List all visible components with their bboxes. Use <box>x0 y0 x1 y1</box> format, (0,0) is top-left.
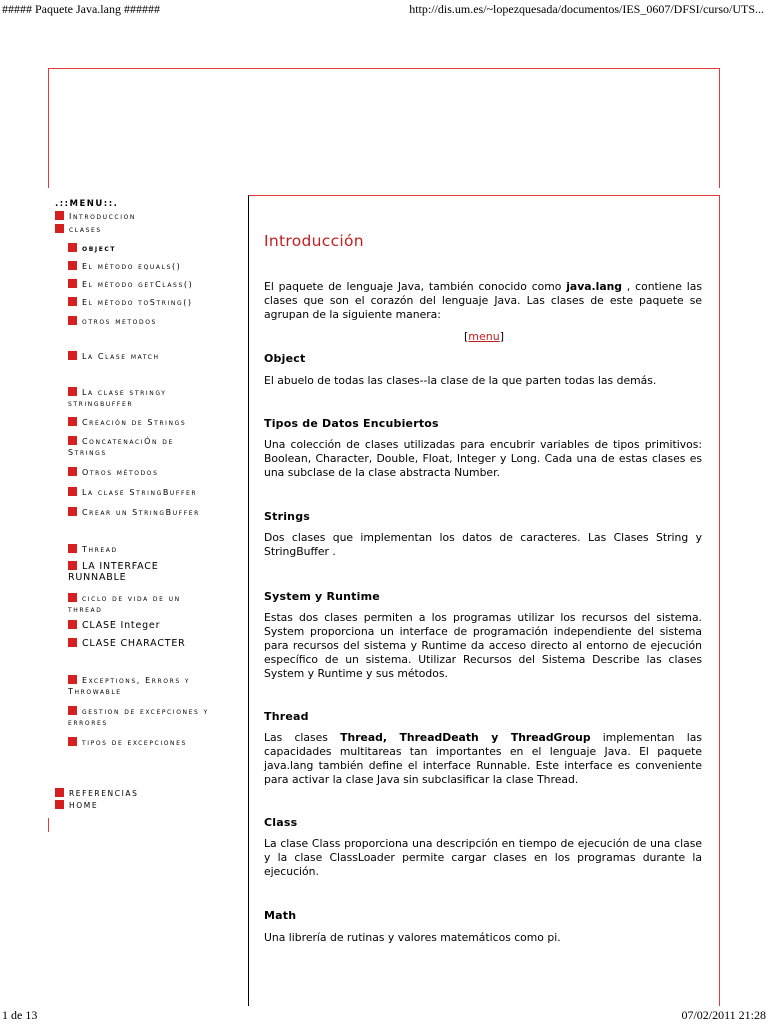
main-content <box>248 195 720 1006</box>
bullet-square-icon <box>68 436 77 445</box>
section-heading-thread: Thread <box>264 710 309 723</box>
bullet-square-icon <box>68 297 77 306</box>
menu-item-label: La clase stringy stringbuffer <box>68 388 167 408</box>
menu-item-getclass[interactable] <box>68 279 193 290</box>
bullet-square-icon <box>68 561 77 570</box>
print-header <box>0 2 768 18</box>
section-text-strings: Dos clases que implementan los datos de caracteres. Las Clases String y StringBuffer . <box>264 531 702 558</box>
bullet-square-icon <box>68 279 77 288</box>
bullet-square-icon <box>68 387 77 396</box>
menu-item-label: Otros métodos <box>82 468 159 477</box>
menu-item-ciclo-vida-thread[interactable] <box>68 593 218 615</box>
print-title: ##### Paquete Java.lang ###### <box>2 2 160 16</box>
section-heading-tipos: Tipos de Datos Encubiertos <box>264 417 439 430</box>
page-number: 1 de 13 <box>2 1008 38 1022</box>
menu-item-tipos-excepciones[interactable] <box>68 737 187 748</box>
bullet-square-icon <box>55 800 64 809</box>
frame-top-border <box>48 68 720 69</box>
bullet-square-icon <box>55 224 64 233</box>
menu-bottom-border <box>48 818 49 832</box>
menu-item-stringbuffer[interactable] <box>68 487 197 498</box>
thread-text: Las clases <box>264 731 341 744</box>
menu-item-label: tipos de excepciones <box>82 738 187 747</box>
menu-item-otros-metodos[interactable] <box>68 316 157 327</box>
section-text-object: El abuelo de todas las clases--la clase de la que parten todas las demás. <box>264 374 657 387</box>
bullet-square-icon <box>68 467 77 476</box>
menu-item-label: HOME <box>69 801 99 810</box>
bullet-square-icon <box>68 351 77 360</box>
menu-item-creacion-strings[interactable] <box>68 417 186 428</box>
print-url: http://dis.um.es/~lopezquesada/documentos/IES_0607/DFSI/curso/UTS... <box>409 2 764 16</box>
thread-bold: Thread, ThreadDeath y ThreadGroup <box>340 731 591 744</box>
print-datetime: 07/02/2011 21:28 <box>681 1008 766 1022</box>
bullet-square-icon <box>68 675 77 684</box>
bullet-square-icon <box>68 507 77 516</box>
menu-item-exceptions[interactable] <box>68 675 228 697</box>
bullet-square-icon <box>55 788 64 797</box>
bullet-square-icon <box>68 706 77 715</box>
menu-item-label: El método equals() <box>82 262 182 271</box>
bullet-square-icon <box>68 544 77 553</box>
section-heading-math: Math <box>264 909 297 922</box>
menu-item-label: Introduccion <box>69 212 136 221</box>
bracket-open: [ <box>463 330 469 343</box>
bullet-square-icon <box>68 593 77 602</box>
menu-item-label: object <box>82 244 117 253</box>
menu-item-label: clases <box>69 225 102 234</box>
menu-item-tostring[interactable] <box>68 297 193 308</box>
menu-item-label: Creación de Strings <box>82 418 187 427</box>
menu-item-crear-stringbuffer[interactable] <box>68 507 200 518</box>
menu-item-label: Thread <box>82 545 118 554</box>
section-text-thread <box>264 731 702 787</box>
menu-item-label: ConcatenaciÓn de Strings <box>68 437 174 457</box>
bullet-square-icon <box>68 417 77 426</box>
menu-item-referencias[interactable] <box>55 788 139 799</box>
menu-item-clase-character[interactable] <box>68 638 186 649</box>
menu-item-label: El método getClass() <box>82 280 194 289</box>
menu-item-stringy-stringbuffer[interactable] <box>68 387 208 409</box>
bullet-square-icon <box>68 487 77 496</box>
bullet-square-icon <box>68 316 77 325</box>
bullet-square-icon <box>68 737 77 746</box>
menu-item-clase-integer[interactable] <box>68 620 160 631</box>
bullet-square-icon <box>68 620 77 629</box>
menu-item-label: La Clase match <box>82 352 160 361</box>
menu-item-interface-runnable[interactable] <box>68 561 193 583</box>
section-heading-object: Object <box>264 352 306 365</box>
menu-title: .::MENU::. <box>55 199 119 209</box>
menu-item-label: El método toString() <box>82 298 193 307</box>
menu-item-clase-match[interactable] <box>68 351 160 362</box>
section-heading-class: Class <box>264 816 298 829</box>
frame-right-border <box>719 68 720 188</box>
menu-item-label: CLASE Integer <box>82 620 161 631</box>
menu-item-label: Exceptions, Errors y Throwable <box>68 676 191 696</box>
menu-item-label: gestion de excepciones y errores <box>68 707 209 727</box>
menu-item-thread[interactable] <box>68 544 118 555</box>
intro-text: El paquete de lenguaje Java, también conocido como <box>264 280 567 293</box>
section-heading-system: System y Runtime <box>264 590 380 603</box>
bullet-square-icon <box>68 261 77 270</box>
section-text-system: Estas dos clases permiten a los programas utilizar los recursos del sistema. System proporciona un interface de programación independiente del sistema para recursos del sistema y Runtime da acceso directo al entorno de ejecución específico de un sistema. Utilizar Recursos del Sistema Describe las clases System y Runtime y sus métodos. <box>264 611 702 680</box>
menu-item-label: La clase StringBuffer <box>82 488 198 497</box>
menu-item-clases[interactable] <box>55 224 102 235</box>
bullet-square-icon <box>55 211 64 220</box>
menu-item-home[interactable] <box>55 800 98 811</box>
print-footer <box>0 1008 768 1024</box>
menu-item-otros-metodos-strings[interactable] <box>68 467 159 478</box>
bullet-square-icon <box>68 243 77 252</box>
menu-item-label: CLASE CHARACTER <box>82 638 186 649</box>
bracket-close: ] <box>499 330 505 343</box>
menu-item-label: ciclo de vida de un thread <box>68 594 181 614</box>
section-text-tipos: Una colección de clases utilizadas para encubrir variables de tipos primitivos: Boolean, Character, Double, Float, Integer y Long. Cada una de estas clases es una subclase de la clase abstracta Number. <box>264 438 702 479</box>
intro-text-rest: , contiene las clases que son el corazón del lenguaje Java. Las clases de este paquete se agrupan de la siguiente manera: <box>264 280 702 321</box>
intro-paragraph <box>264 280 702 322</box>
intro-bold: java.lang <box>566 280 623 293</box>
menu-item-label: Crear un StringBuffer <box>82 508 200 517</box>
section-heading-strings: Strings <box>264 510 311 523</box>
menu-item-label: LA INTERFACE RUNNABLE <box>68 561 159 583</box>
menu-link[interactable]: menu <box>468 330 500 343</box>
menu-item-label: REFERENCIAS <box>69 789 139 798</box>
frame-left-border <box>48 68 49 188</box>
section-text-math: Una librería de rutinas y valores matemáticos como pi. <box>264 931 561 944</box>
bullet-square-icon <box>68 638 77 647</box>
menu-item-label: otros metodos <box>82 317 157 326</box>
menu-item-gestion-excepciones[interactable] <box>68 706 223 728</box>
menu-link-wrapper <box>249 330 719 343</box>
section-text-class: La clase Class proporciona una descripción en tiempo de ejecución de una clase y la clase ClassLoader permite cargar clases en los programas durante la ejecución. <box>264 837 702 878</box>
page-title: Introducción <box>264 232 364 250</box>
thread-text-rest: implementan las capacidades multitareas tan importantes en el lenguaje Java. El paquete java.lang también define el interface Runnable. Este interface es conveniente para activar la clase Java sin subclasificar la clase Thread. <box>264 731 702 786</box>
menu-item-concatenacion[interactable] <box>68 436 208 458</box>
menu-item-object[interactable] <box>68 243 116 254</box>
menu-item-introduccion[interactable] <box>55 211 136 222</box>
menu-item-equals[interactable] <box>68 261 181 272</box>
